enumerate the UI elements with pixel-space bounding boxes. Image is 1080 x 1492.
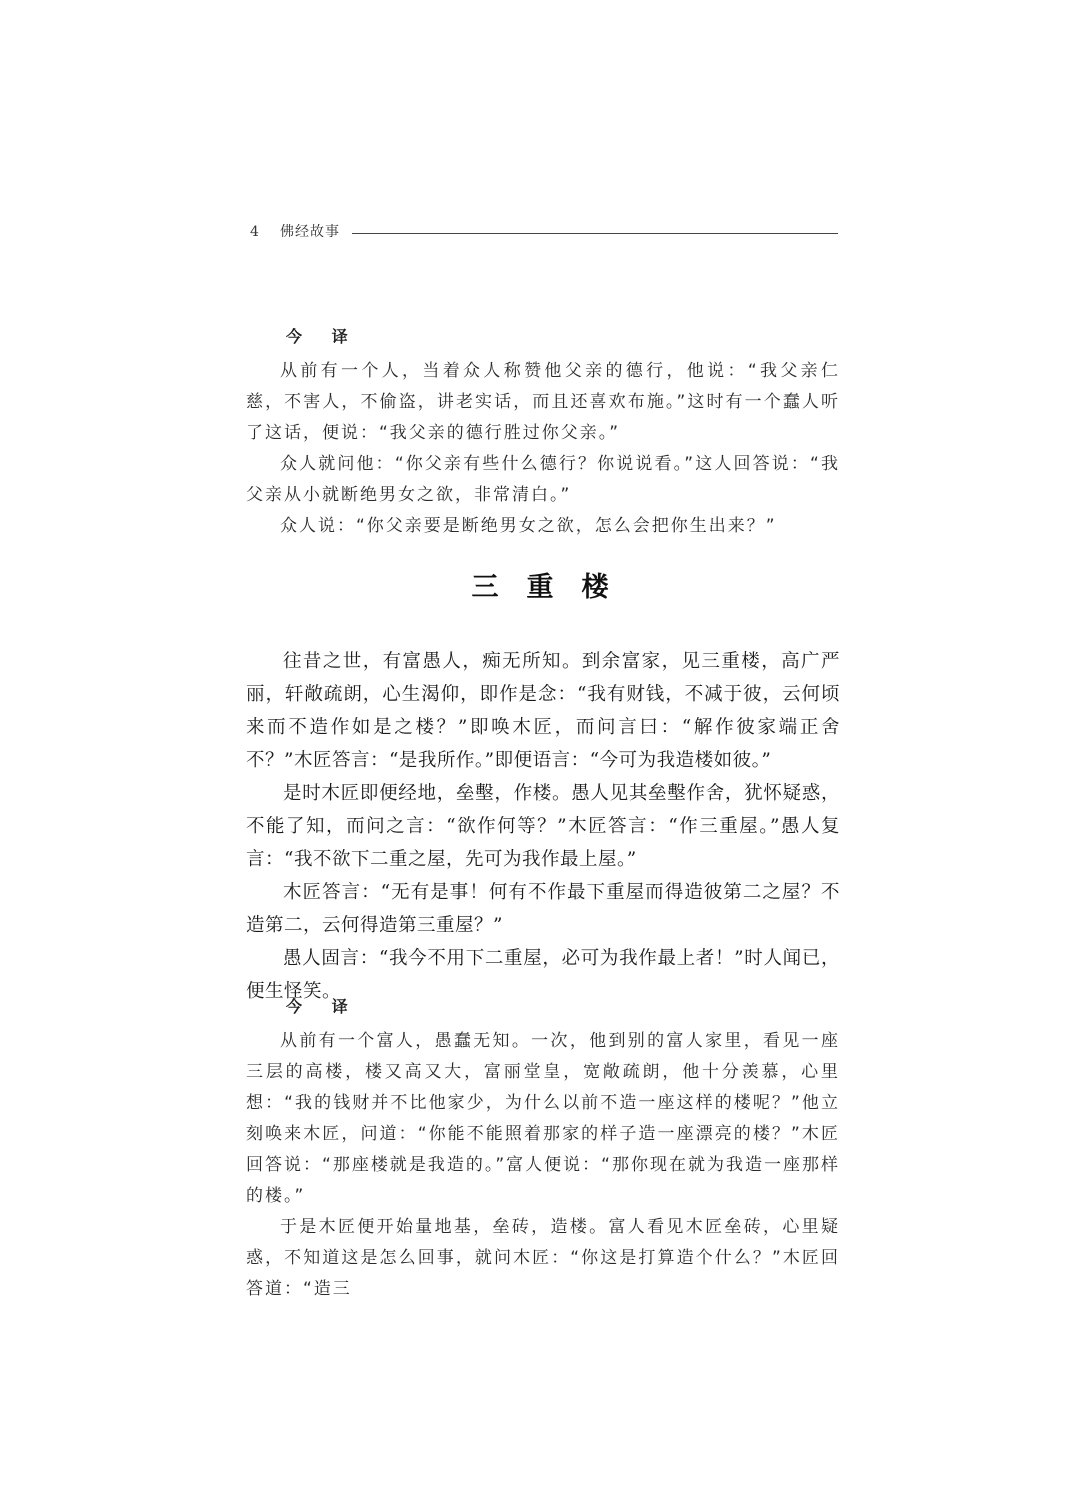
chapter-title: 三重楼: [471, 572, 637, 603]
paragraph: 往昔之世，有富愚人，痴无所知。到余富家，见三重楼，高广严丽，轩敞疏朗，心生渴仰，即作是念：“我有财钱，不减于彼，云何顷来而不造作如是之楼？”即唤木匠，而问言曰：“解作彼家端正舍不？”木匠答言：“是我所作。”即便语言：“今可为我造楼如彼。”: [246, 651, 840, 771]
paragraph: 从前有一个富人，愚蠢无知。一次，他到别的富人家里，看见一座三层的高楼，楼又高又大，富丽堂皇，宽敞疏朗，他十分羡慕，心里想：“我的钱财并不比他家少，为什么以前不造一座这样的楼呢？”他立刻唤来木匠，问道：“你能不能照着那家的样子造一座漂亮的楼？”木匠回答说：“那座楼就是我造的。”富人便说：“那你现在就为我造一座那样的楼。”: [246, 1031, 840, 1206]
translation-section-2: [246, 996, 840, 1305]
running-head: [250, 222, 840, 242]
paragraph: 是时木匠即便经地，垒墼，作楼。愚人见其垒墼作舍，犹怀疑惑，不能了知，而问之言：“欲作何等？”木匠答言：“作三重屋。”愚人复言：“我不欲下二重之屋，先可为我作最上屋。”: [246, 783, 840, 870]
paragraph: 于是木匠便开始量地基，垒砖，造楼。富人看见木匠垒砖，心里疑惑，不知道这是怎么回事，就问木匠：“你这是打算造个什么？”木匠回答道：“造三: [246, 1217, 840, 1299]
paragraph: 木匠答言：“无有是事！何有不作最下重屋而得造彼第二之屋？不造第二，云何得造第三重屋？”: [246, 882, 840, 936]
page-number: 4: [250, 224, 259, 240]
header-rule: [352, 233, 838, 234]
original-text-section: [246, 645, 840, 1008]
book-title: 佛经故事: [280, 224, 340, 240]
paragraph: 愚人固言：“我今不用下二重屋，必可为我作最上者！”时人闻已，便生怪笑。: [246, 948, 840, 1002]
paragraph: 众人就问他：“你父亲有些什么德行？你说说看。”这人回答说：“我父亲从小就断绝男女之欲，非常清白。”: [246, 454, 840, 505]
section-label-translation: 今 译: [286, 997, 360, 1016]
paragraph: 众人说：“你父亲要是断绝男女之欲，怎么会把你生出来？”: [280, 516, 777, 536]
paragraph: 从前有一个人，当着众人称赞他父亲的德行，他说：“我父亲仁慈，不害人，不偷盗，讲老实话，而且还喜欢布施。”这时有一个蠢人听了这话，便说：“我父亲的德行胜过你父亲。”: [246, 361, 840, 443]
section-label-translation: 今 译: [286, 327, 360, 346]
translation-section-1: [246, 326, 840, 542]
